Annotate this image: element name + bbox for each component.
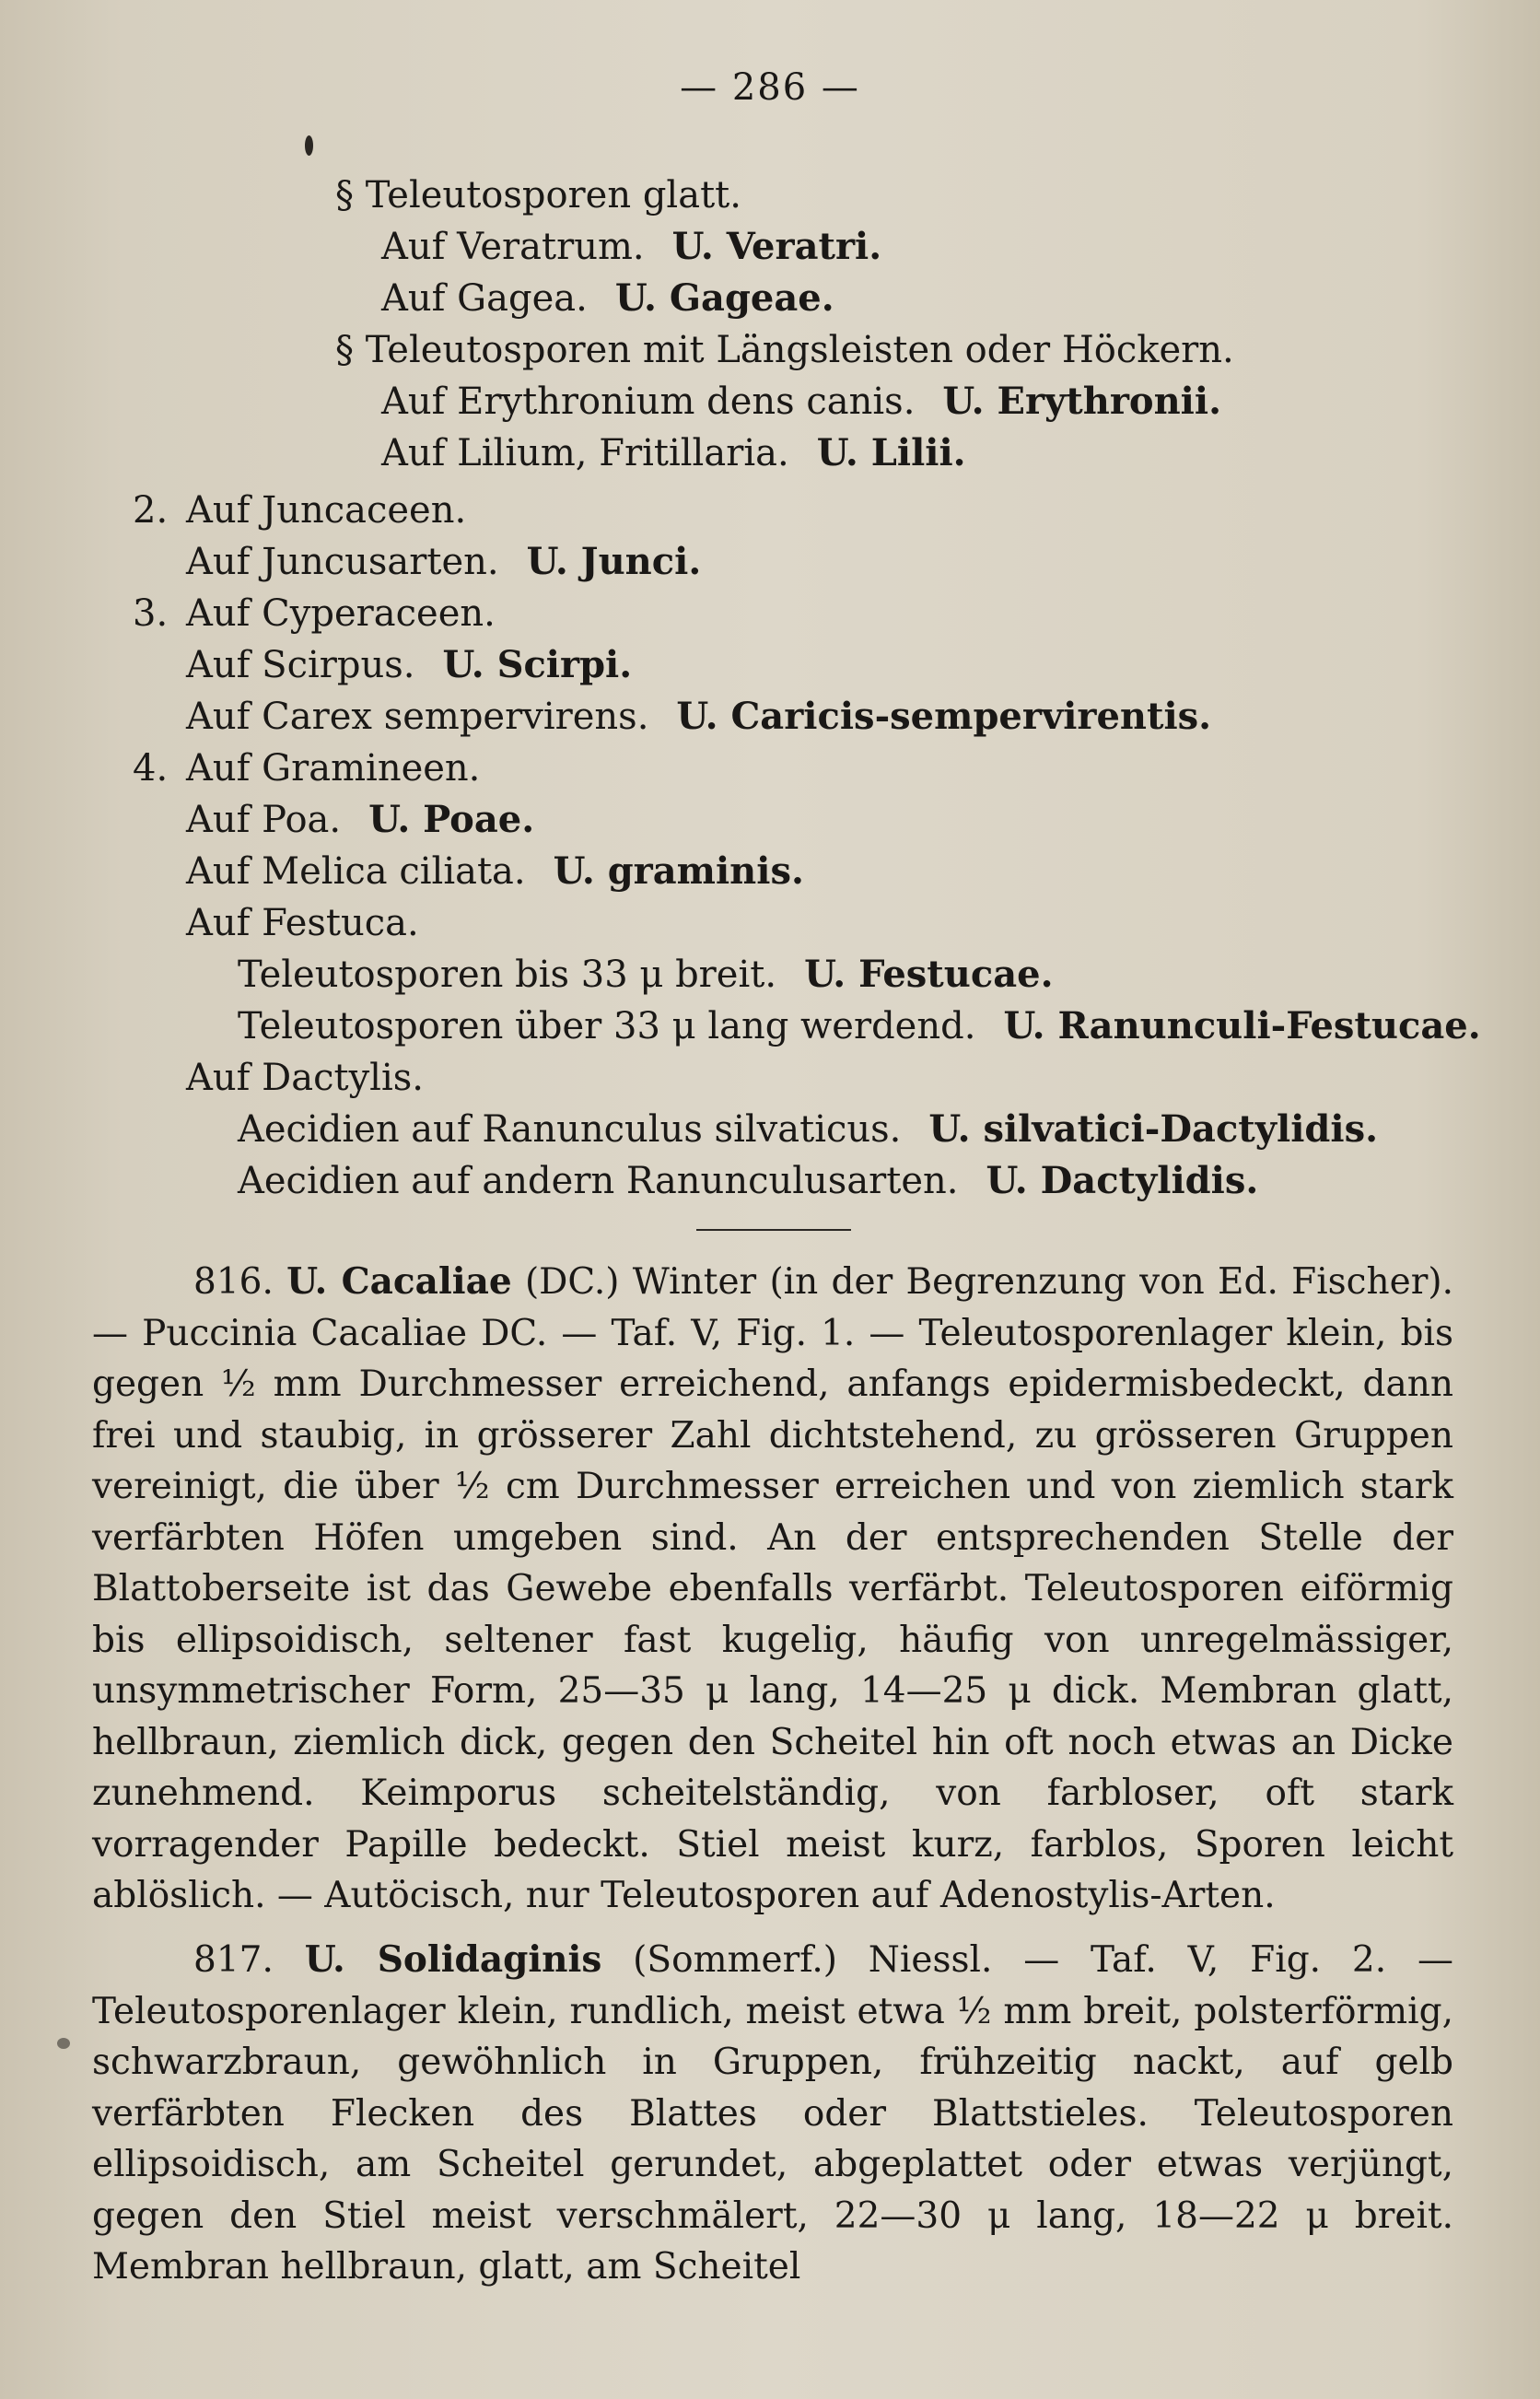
- species-name: U. Gageae.: [614, 276, 834, 320]
- page-number: — 286 —: [680, 66, 860, 109]
- key-line-text: Auf Gagea.: [381, 277, 588, 320]
- species-name: U. graminis.: [553, 849, 804, 893]
- key-line-text: Auf Erythronium dens canis.: [381, 380, 916, 423]
- key-number: 4.: [133, 747, 169, 790]
- species-name: U. Junci.: [526, 540, 702, 583]
- entry-number: 817.: [193, 1939, 274, 1981]
- key-line-text: Auf Scirpus.: [186, 644, 415, 686]
- key-line-text: § Teleutosporen glatt.: [335, 174, 741, 216]
- species-name: U. Veratri.: [671, 225, 882, 268]
- section-divider: [696, 1229, 851, 1231]
- key-line: [335, 173, 741, 217]
- species-name: U. Ranunculi-Festucae.: [1003, 1004, 1481, 1047]
- key-line: [186, 901, 419, 945]
- key-line: [186, 695, 1211, 739]
- key-line: [133, 746, 480, 790]
- entry-description: (Sommerf.) Niessl. — Taf. V, Fig. 2. — Teleutosporenlager klein, rundlich, meist etwa ½ mm breit, polsterförmig, schwarzbraun, gewöhnlich in Gruppen, frühzeitig nackt, auf gelb verfärbten Flecken des Blattes oder Blattstieles. Teleutosporen ellipsoidisch, am Scheitel gerundet, abgeplattet oder etwas verjüngt, gegen den Stiel meist verschmälert, 22—30 μ lang, 18—22 μ breit. Membran hellbraun, glatt, am Scheitel: [92, 1939, 1453, 2288]
- key-line-text: Auf Lilium, Fritillaria.: [381, 432, 789, 474]
- key-line: [238, 1159, 1258, 1203]
- key-line: [186, 849, 804, 894]
- key-line: [186, 643, 632, 687]
- species-name: U. silvatici-Dactylidis.: [928, 1107, 1379, 1151]
- key-number: 2.: [133, 489, 169, 532]
- key-number: 3.: [133, 592, 169, 635]
- species-name: U. Scirpi.: [442, 643, 633, 686]
- key-line: [186, 540, 701, 584]
- key-line-text: Auf Gramineen.: [186, 747, 481, 790]
- entry-species-name: U. Cacaliae: [286, 1260, 512, 1303]
- key-line-text: Auf Juncaceen.: [186, 489, 467, 532]
- species-name: U. Festucae.: [804, 953, 1054, 996]
- key-line: [335, 328, 1234, 372]
- entry-species-name: U. Solidaginis: [304, 1938, 602, 1981]
- key-line-text: § Teleutosporen mit Längsleisten oder Höckern.: [335, 329, 1234, 371]
- key-line: [186, 798, 534, 842]
- species-entry: [92, 1935, 1453, 2293]
- species-entry: [92, 1257, 1453, 1922]
- key-line: [238, 953, 1054, 997]
- entry-description: (DC.) Winter (in der Begrenzung von Ed. Fischer). — Puccinia Cacaliae DC. — Taf. V, Fig. 1. — Teleutosporenlager klein, bis gegen ½ mm Durchmesser erreichend, anfangs epidermisbedeckt, dann frei und staubig, in grösserer Zahl dichtstehend, zu grösseren Gruppen vereinigt, die über ½ cm Durchmesser erreichen und von ziemlich stark verfärbten Höfen umgeben sind. An der entsprechenden Stelle der Blattoberseite ist das Gewebe ebenfalls verfärbt. Teleutosporen eiförmig bis ellipsoidisch, seltener fast kugelig, häufig von unregelmässiger, unsymmetrischer Form, 25—35 μ lang, 14—25 μ dick. Membran glatt, hellbraun, ziemlich dick, gegen den Scheitel hin oft noch etwas an Dicke zunehmend. Keimporus scheitelständig, von farbloser, oft stark vorragender Papille bedeckt. Stiel meist kurz, farblos, Sporen leicht ablöslich. — Autöcisch, nur Teleutosporen auf Adenostylis-Arten.: [92, 1261, 1453, 1916]
- key-line: [133, 591, 496, 636]
- key-line-text: Teleutosporen bis 33 μ breit.: [238, 954, 777, 996]
- ink-speck: [57, 2038, 70, 2049]
- key-line: [238, 1004, 1481, 1048]
- key-line-text: Aecidien auf Ranunculus silvaticus.: [238, 1108, 902, 1151]
- species-name: U. Caricis-sempervirentis.: [676, 695, 1212, 738]
- key-line-text: Auf Juncusarten.: [186, 541, 499, 583]
- key-line: [381, 276, 834, 321]
- key-line: [186, 1056, 424, 1100]
- species-name: U. Erythronii.: [942, 380, 1221, 423]
- key-line-text: Auf Dactylis.: [186, 1057, 424, 1099]
- species-name: U. Poae.: [368, 798, 535, 841]
- key-line-text: Teleutosporen über 33 μ lang werdend.: [238, 1005, 976, 1047]
- key-line: [238, 1107, 1378, 1152]
- species-name: U. Dactylidis.: [986, 1159, 1259, 1202]
- key-line-text: Auf Carex sempervirens.: [186, 696, 649, 738]
- key-line-text: Auf Veratrum.: [381, 226, 645, 268]
- key-line-text: Auf Melica ciliata.: [186, 850, 526, 893]
- species-name: U. Lilii.: [816, 431, 966, 474]
- key-line: [133, 488, 466, 532]
- key-line: [381, 380, 1221, 424]
- key-line: [381, 431, 966, 475]
- ink-speck: [305, 135, 313, 156]
- key-line-text: Auf Festuca.: [186, 902, 419, 944]
- key-line: [381, 225, 881, 269]
- key-line-text: Auf Poa.: [186, 799, 342, 841]
- key-line-text: Aecidien auf andern Ranunculusarten.: [238, 1160, 959, 1202]
- entry-number: 816.: [193, 1261, 274, 1303]
- key-line-text: Auf Cyperaceen.: [186, 592, 496, 635]
